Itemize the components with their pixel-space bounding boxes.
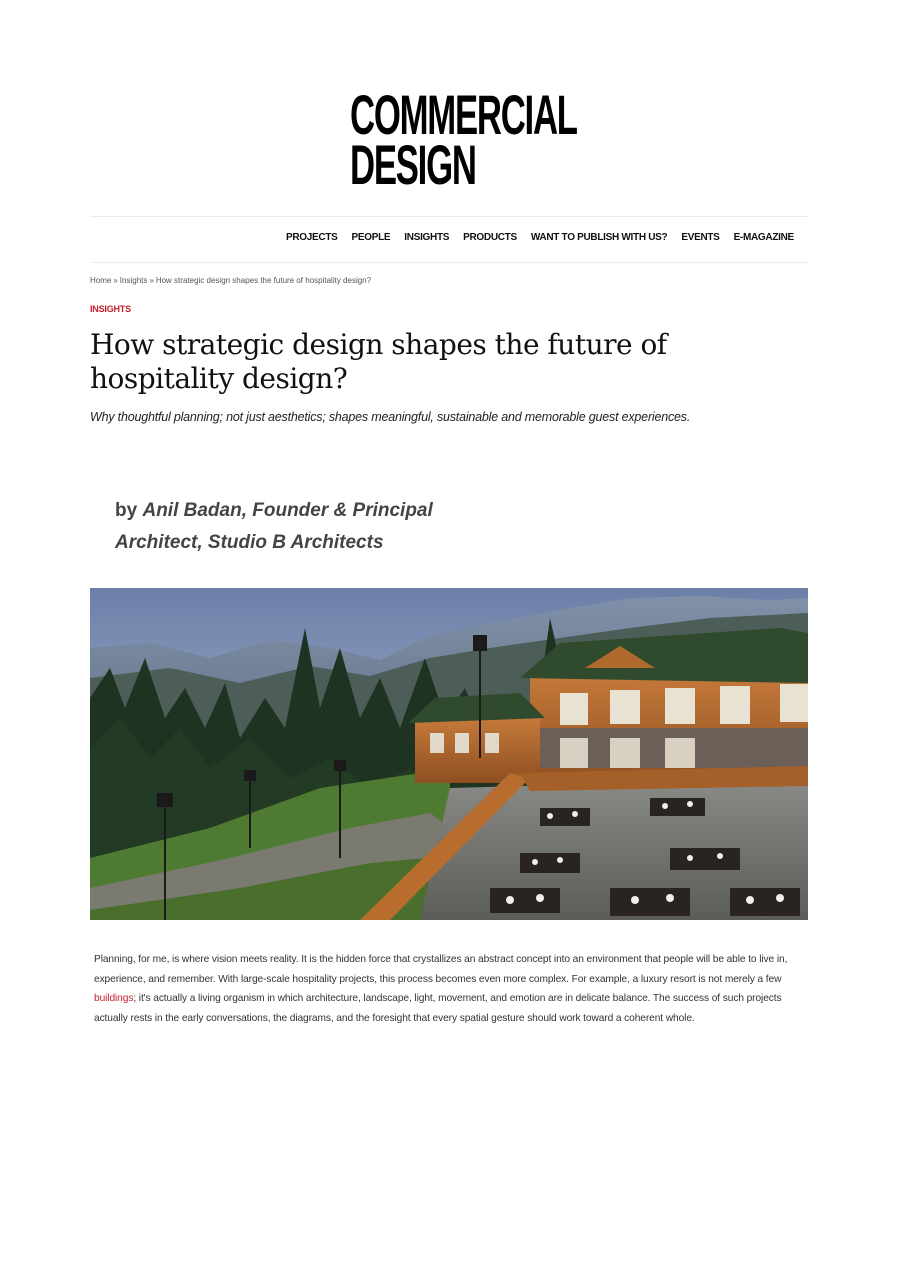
byline-prefix: by (115, 500, 138, 521)
nav-item-events[interactable]: EVENTS (681, 232, 720, 243)
main-nav (286, 232, 794, 243)
breadcrumb-insights[interactable]: Insights (119, 276, 148, 285)
logo-line-2: DESIGN (350, 133, 476, 197)
breadcrumb-separator: » (113, 276, 118, 285)
site-logo[interactable] (350, 83, 577, 197)
logo-line-1: COMMERCIAL (350, 83, 577, 146)
article-body (94, 950, 806, 1028)
article-title: How strategic design shapes the future of hospitality design? (90, 328, 667, 395)
nav-item-products[interactable]: PRODUCTS (463, 232, 517, 243)
nav-bottom-divider (90, 262, 808, 263)
article-subtitle: Why thoughtful planning; not just aesthetics; shapes meaningful, sustainable and memorable guest experiences. (90, 410, 691, 424)
body-text-end: ; it's actually a living organism in which architecture, landscape, light, movement, and emotion are in delicate balance. The success of such projects actually rests in the early conversations, the diagrams, and the foresight that every spatial gesture should work toward a coherent whole. (94, 993, 782, 1024)
nav-item-emagazine[interactable]: E-MAGAZINE (733, 232, 794, 243)
hero-image (90, 588, 808, 920)
nav-item-insights[interactable]: INSIGHTS (404, 232, 450, 243)
nav-top-divider (90, 216, 808, 217)
breadcrumb-separator: » (149, 276, 154, 285)
category-label[interactable]: INSIGHTS (90, 304, 131, 314)
body-text-start: Planning, for me, is where vision meets reality. It is the hidden force that crystallizes an abstract concept into an environment that people will be able to live in, experience, and remember. With large-scale hospitality projects, this process becomes even more complex. For example, a luxury resort is not merely a few (94, 954, 788, 985)
nav-item-publish[interactable]: WANT TO PUBLISH WITH US? (530, 232, 668, 243)
nav-item-people[interactable]: PEOPLE (351, 232, 391, 243)
buildings-link[interactable]: buildings (94, 993, 134, 1004)
nav-item-projects[interactable]: PROJECTS (286, 232, 338, 243)
author-byline (115, 495, 475, 559)
breadcrumb (90, 276, 371, 285)
resort-photo (90, 588, 808, 920)
author-name: Anil Badan, Founder & Principal Architect, Studio B Architects (115, 500, 433, 553)
breadcrumb-home[interactable]: Home (90, 276, 112, 285)
breadcrumb-current: How strategic design shapes the future of hospitality design? (155, 276, 372, 285)
